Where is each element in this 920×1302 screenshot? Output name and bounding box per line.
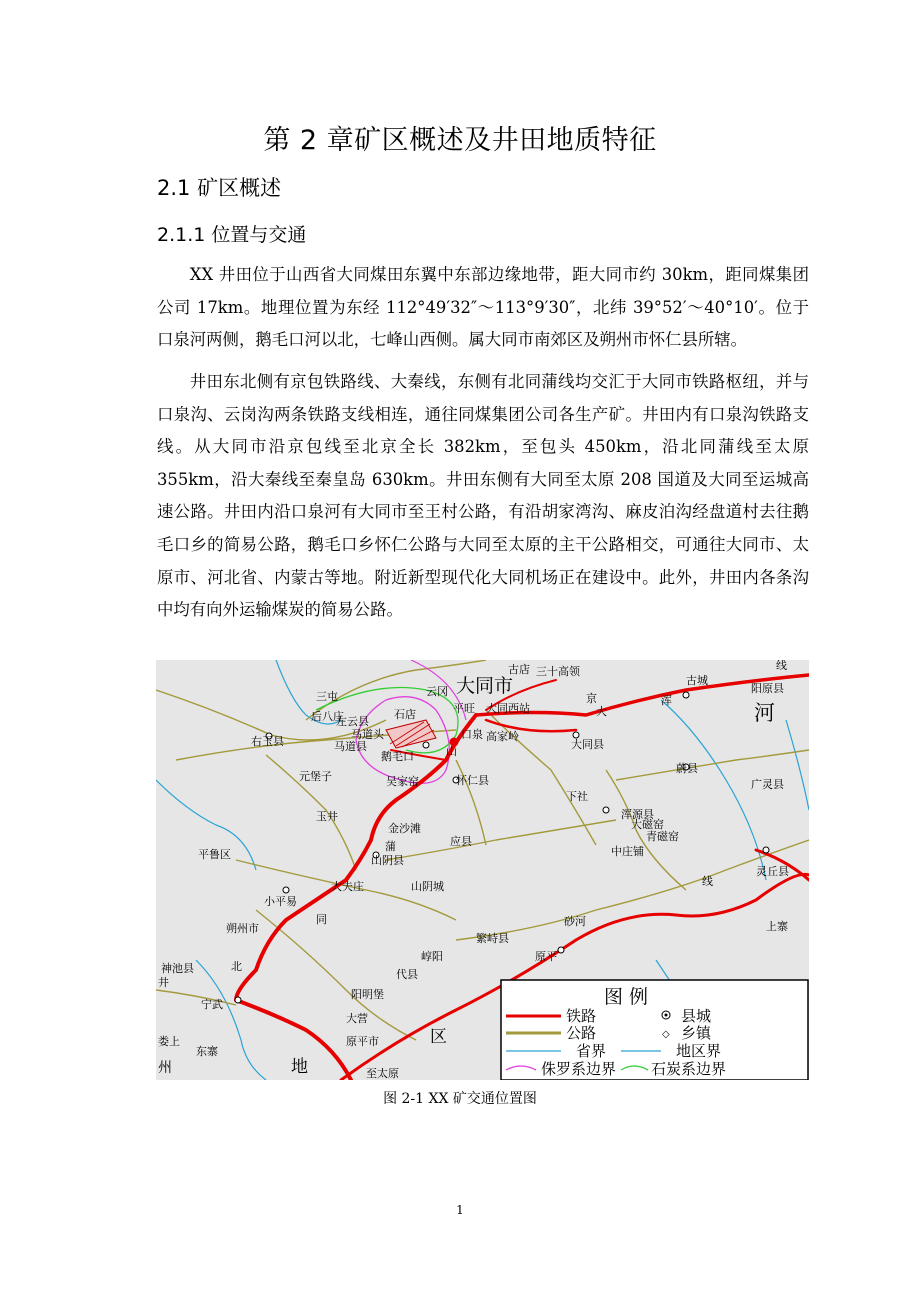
legend-province-label: 省界	[576, 1042, 607, 1060]
map-label: 崞阳	[421, 950, 443, 963]
map-label: 大磁窑	[631, 818, 664, 831]
map-label: 繁峙县	[476, 932, 509, 945]
map-label: 玉井	[316, 810, 338, 823]
map-label: 口泉	[461, 728, 483, 741]
map-label: 区	[430, 1027, 447, 1047]
traffic-location-map	[156, 660, 809, 1080]
map-label: 后八庄	[311, 710, 344, 723]
map-label: 上寨	[766, 920, 788, 933]
legend-road-label: 公路	[566, 1024, 597, 1042]
map-label: 浑	[661, 694, 672, 707]
map-label: 左云县	[336, 715, 369, 728]
map-label: 应县	[450, 835, 472, 848]
map-label: 大	[596, 705, 607, 718]
map-label: 右玉县	[251, 735, 284, 748]
map-legend	[501, 980, 808, 1080]
legend-railway-label: 铁路	[566, 1007, 597, 1025]
map-label: 青磁窑	[646, 830, 679, 843]
map-label: 大同西站	[486, 702, 530, 715]
map-label: 高家岭	[486, 730, 519, 743]
legend-township-icon: ◇	[662, 1029, 670, 1040]
map-label: 阳原县	[751, 682, 784, 695]
map-label: 朔州市	[226, 922, 259, 935]
map-label: 山阴县	[371, 854, 404, 867]
subsection-title: 2.1.1 位置与交通	[157, 224, 307, 246]
map-label: 同	[316, 913, 327, 926]
map-label: 蒲	[385, 840, 396, 853]
map-label: 砂河	[564, 915, 586, 928]
map-label: 京	[586, 692, 597, 705]
map-label: 下社	[566, 790, 588, 803]
paragraph-transport: 井田东北侧有京包铁路线、大秦线，东侧有北同蒲线均交汇于大同市铁路枢纽，并与口泉沟、云岗沟两条铁路支线相连，通往同煤集团公司各生产矿。井田内有口泉沟铁路支线。从大同市沿京包线至北京全长 382km，至包头 450km，沿北同蒲线至太原 355km，沿大秦线至秦皇岛 630km。井田东侧有大同至太原 208 国道及大同至运城高速公路。井田内沿口泉河有大同市至王村公路，有沿胡家湾沟、麻皮泊沟经盘道村去往鹅毛口乡的简易公路，鹅毛口乡怀仁公路与大同至太原的主干公路相交，可通往大同市、太原市、河北省、内蒙古等地。附近新型现代化大同机场正在建设中。此外，井田内各条沟中均有向外运输煤炭的简易公路。	[157, 372, 809, 620]
map-label: 平鲁区	[198, 848, 231, 861]
map-label: 怀仁县	[456, 774, 489, 787]
map-label: 吴家窑	[386, 775, 419, 788]
map-label: 线	[702, 875, 713, 888]
map-label: 河	[754, 701, 775, 725]
legend-carboniferous-label: 石炭系边界	[651, 1060, 727, 1078]
legend-region-label: 地区界	[676, 1042, 722, 1060]
map-label: 娄上	[158, 1035, 180, 1048]
map-label: 山	[446, 745, 457, 758]
map-svg	[156, 660, 809, 1080]
map-label: 地	[291, 1057, 308, 1077]
map-label: 马道头	[351, 728, 384, 741]
map-label: 原平市	[346, 1035, 379, 1048]
map-label: 宁武	[201, 998, 223, 1011]
map-label: 元堡子	[299, 770, 332, 783]
map-label: 三十高领	[536, 665, 580, 678]
map-label: 广灵县	[751, 778, 784, 791]
map-label: 山阴城	[411, 880, 444, 893]
map-label: 井	[158, 976, 169, 989]
map-label: 浑源县	[621, 808, 654, 821]
map-label: 大同县	[571, 738, 604, 751]
legend-county-label: 县城	[681, 1007, 712, 1025]
map-label: 至太原	[366, 1067, 399, 1080]
map-label: 灵丘县	[756, 865, 789, 878]
chapter-title: 第 2 章矿区概述及井田地质特征	[263, 125, 657, 156]
legend-title: 图 例	[604, 986, 649, 1008]
map-label: 马道县	[334, 740, 367, 753]
page-number: 1	[456, 1203, 464, 1217]
legend-township-label: 乡镇	[681, 1024, 712, 1042]
legend-jurassic-label: 侏罗系边界	[541, 1060, 617, 1078]
map-label: 东寨	[196, 1045, 218, 1058]
map-label-datong: 大同市	[456, 675, 514, 697]
map-label: 大夫庄	[331, 880, 364, 893]
map-label: 阳明堡	[351, 988, 384, 1001]
map-label: 鹅毛口	[381, 750, 414, 763]
map-label: 线	[776, 660, 787, 672]
map-label: 平旺	[453, 702, 475, 715]
map-label: 古城	[686, 674, 708, 687]
figure-caption: 图 2-1 XX 矿交通位置图	[383, 1091, 537, 1107]
paragraph-location: XX 井田位于山西省大同煤田东翼中东部边缘地带，距大同市约 30km，距同煤集团公司 17km。地理位置为东经 112°49′32″～113°9′30″，北纬 39°52′～40°10′。位于口泉河两侧，鹅毛口河以北，七峰山西侧。属大同市南郊区及朔州市怀仁县所辖。	[157, 265, 809, 350]
map-label: 小平易	[264, 895, 297, 908]
map-label: 代县	[396, 968, 418, 981]
section-title: 2.1 矿区概述	[157, 176, 282, 200]
map-label: 州	[158, 1060, 172, 1076]
map-label: 三屯	[316, 690, 338, 703]
map-label: 中庄铺	[611, 845, 644, 858]
map-label: 金沙滩	[388, 822, 421, 835]
map-label: 蔚县	[676, 762, 698, 775]
map-label: 大营	[346, 1012, 368, 1025]
map-label: 北	[231, 960, 242, 973]
map-label: 古店	[508, 663, 530, 676]
map-label: 原平	[535, 950, 557, 963]
map-label: 神池县	[161, 962, 194, 975]
map-label: 云冈	[426, 685, 448, 698]
map-label: 石店	[394, 708, 416, 721]
